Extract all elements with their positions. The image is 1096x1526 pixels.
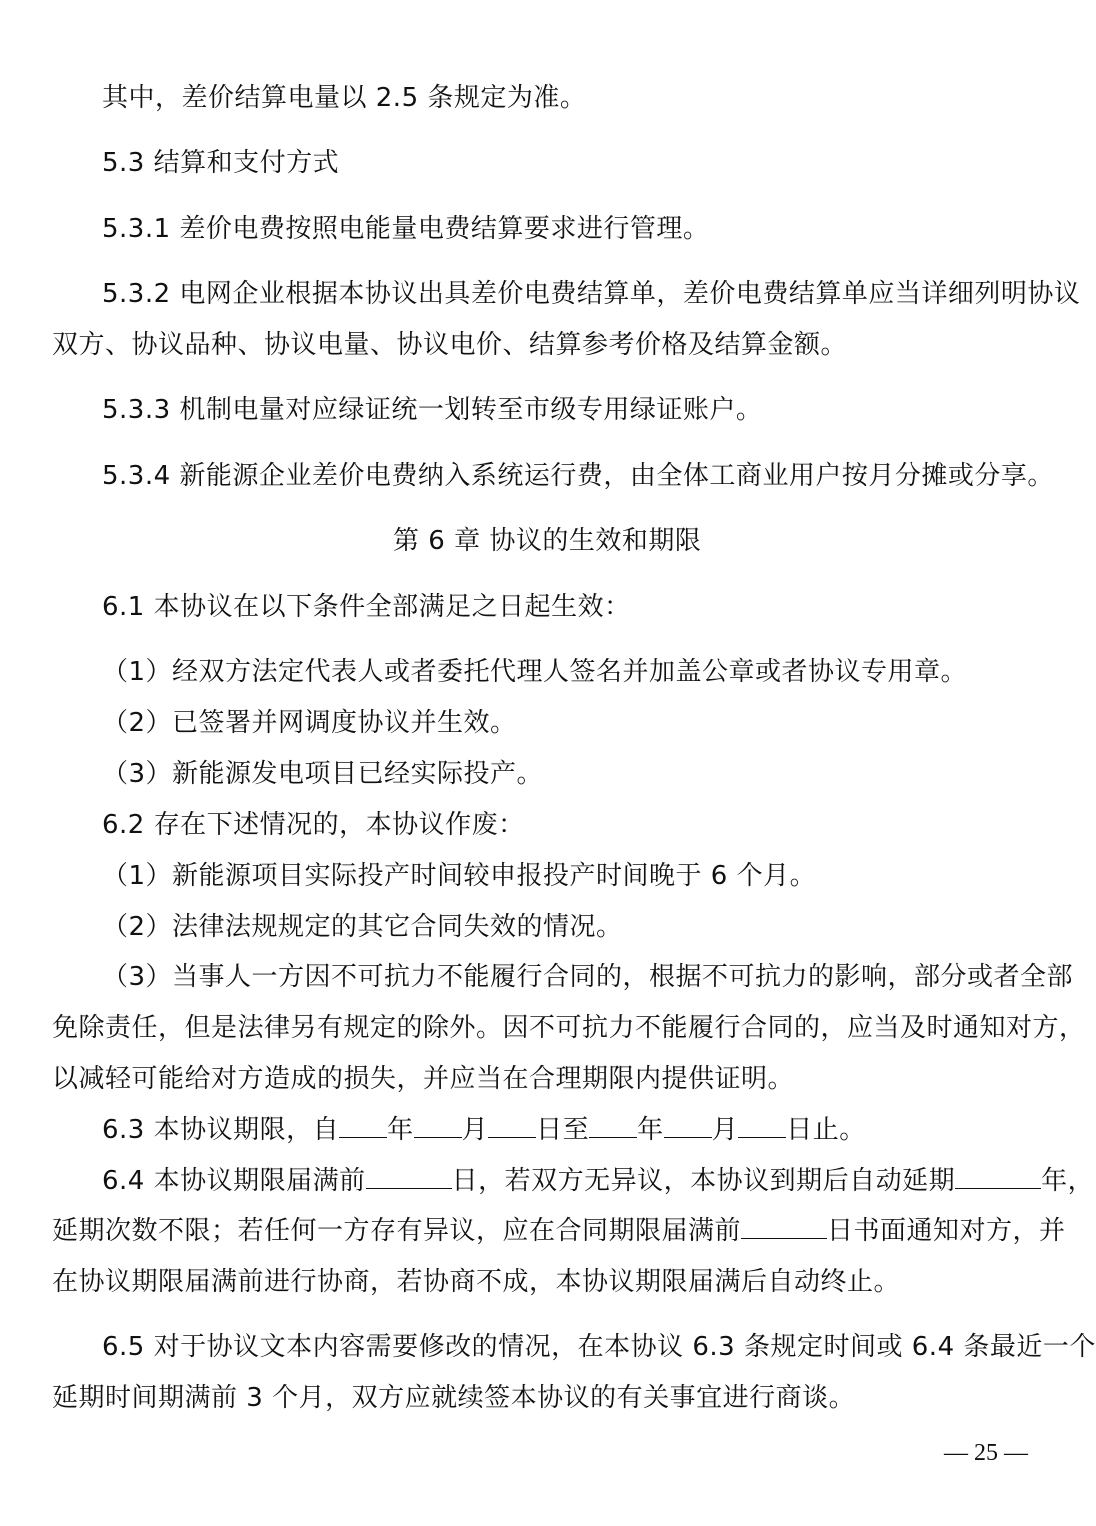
clause-5-3-1: 5.3.1 差价电费按照电能量电费结算要求进行管理。	[102, 214, 710, 244]
clause-6-4-text: 6.4 本协议期限届满前	[102, 1166, 366, 1196]
paragraph-settlement-note: 其中，差价结算电量以 2.5 条规定为准。	[102, 83, 587, 113]
clause-6-1-item-3: （3）新能源发电项目已经实际投产。	[102, 759, 544, 789]
clause-5-3-2-line-2: 双方、协议品种、协议电量、协议电价、结算参考价格及结算金额。	[52, 330, 848, 360]
blank-end-year[interactable]	[589, 1113, 637, 1138]
clause-6-2-item-3-line-2: 免除责任，但是法律另有规定的除外。因不可抗力不能履行合同的，应当及时通知对方，	[52, 1013, 1086, 1043]
clause-6-5-line-2: 延期时间期满前 3 个月，双方应就续签本协议的有关事宜进行商谈。	[52, 1383, 856, 1413]
page-number: — 25 —	[944, 1440, 1028, 1466]
clause-6-1: 6.1 本协议在以下条件全部满足之日起生效：	[102, 592, 631, 622]
clause-6-4-line-3: 在协议期限届满前进行协商，若协商不成，本协议期限届满后自动终止。	[52, 1267, 901, 1297]
blank-notice-days[interactable]	[366, 1164, 452, 1189]
clause-6-1-item-2: （2）已签署并网调度协议并生效。	[102, 708, 517, 738]
year-label: 年	[387, 1115, 414, 1145]
section-5-3-title: 5.3 结算和支付方式	[102, 148, 340, 178]
blank-start-month[interactable]	[414, 1113, 462, 1138]
clause-6-2-item-3-line-1: （3）当事人一方因不可抗力不能履行合同的，根据不可抗力的影响，部分或者全部	[102, 962, 1074, 992]
clause-6-2: 6.2 存在下述情况的，本协议作废：	[102, 810, 525, 840]
blank-end-month[interactable]	[664, 1113, 712, 1138]
clause-6-3-text: 6.3 本协议期限，自	[102, 1115, 340, 1145]
chapter-6-title: 第 6 章 协议的生效和期限	[393, 526, 702, 556]
clause-6-4-text: 日，若双方无异议，本协议到期后自动延期	[451, 1166, 956, 1196]
blank-extension-years[interactable]	[955, 1164, 1041, 1189]
clause-5-3-4: 5.3.4 新能源企业差价电费纳入系统运行费，由全体工商业用户按月分摊或分享。	[102, 461, 1054, 491]
clause-6-4-text: 年，	[1041, 1166, 1095, 1196]
day-to-label: 日至	[536, 1115, 590, 1145]
clause-6-5-line-1: 6.5 对于协议文本内容需要修改的情况，在本协议 6.3 条规定时间或 6.4 条最近一个	[102, 1332, 1096, 1362]
month-label: 月	[711, 1115, 739, 1145]
clause-6-4-text: 日书面通知对方，并	[827, 1216, 1066, 1246]
blank-written-notice-days[interactable]	[741, 1214, 827, 1239]
clause-6-2-item-1: （1）新能源项目实际投产时间较申报投产时间晚于 6 个月。	[102, 861, 817, 891]
blank-start-year[interactable]	[339, 1113, 387, 1138]
clause-5-3-3: 5.3.3 机制电量对应绿证统一划转至市级专用绿证账户。	[102, 395, 763, 425]
clause-6-2-item-2: （2）法律法规规定的其它合同失效的情况。	[102, 912, 623, 942]
clause-6-4-line-2	[52, 1213, 1066, 1249]
clause-6-3	[102, 1112, 866, 1148]
clause-5-3-2-line-1: 5.3.2 电网企业根据本协议出具差价电费结算单，差价电费结算单应当详细列明协议	[102, 279, 1081, 309]
clause-6-4-line-1	[102, 1163, 1094, 1199]
blank-end-day[interactable]	[738, 1113, 786, 1138]
day-end-label: 日止。	[786, 1115, 866, 1145]
clause-6-2-item-3-line-3: 以减轻可能给对方造成的损失，并应当在合理期限内提供证明。	[52, 1064, 795, 1094]
month-label: 月	[461, 1115, 489, 1145]
year-label: 年	[637, 1115, 664, 1145]
clause-6-1-item-1: （1）经双方法定代表人或者委托代理人签名并加盖公章或者协议专用章。	[102, 657, 968, 687]
blank-start-day[interactable]	[488, 1113, 536, 1138]
clause-6-4-text: 延期次数不限；若任何一方存有异议，应在合同期限届满前	[52, 1216, 742, 1246]
